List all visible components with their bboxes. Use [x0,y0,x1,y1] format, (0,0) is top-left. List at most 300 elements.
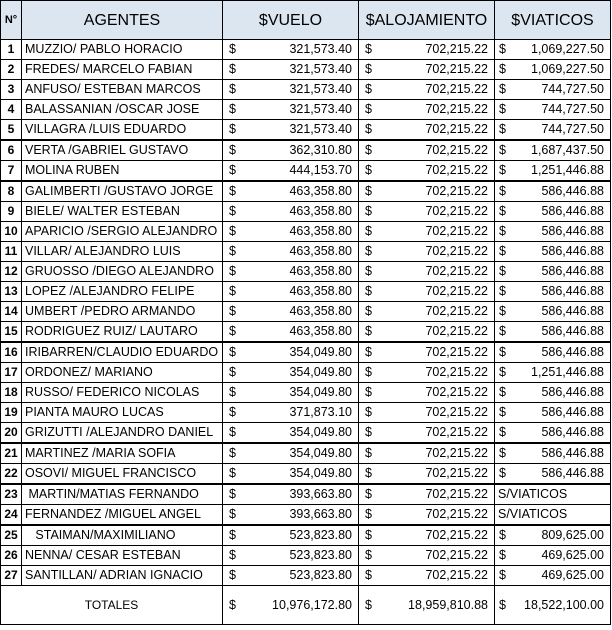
lodging-cost-value: 702,215.22 [425,184,488,198]
lodging-cost-value: 702,215.22 [425,365,488,379]
table-row [1,484,611,505]
row-number: 23 [1,484,22,505]
table-row [1,100,611,120]
row-number: 10 [1,222,22,242]
row-number: 18 [1,383,22,403]
flight-cost-value: 354,049.80 [289,425,352,439]
allowance-cost-value: 586,446.88 [541,244,604,258]
allowance-cost [495,546,611,566]
allowance-cost [495,40,611,60]
lodging-cost [359,161,495,182]
allowance-cost-value: 586,446.88 [541,425,604,439]
flight-cost [223,403,359,423]
flight-cost [223,120,359,141]
row-number: 3 [1,80,22,100]
lodging-cost-value: 702,215.22 [425,487,488,501]
agent-name: PIANTA MAURO LUCAS [22,403,223,423]
allowance-cost-value: 1,069,227.50 [531,42,604,56]
allowance-cost-value: 586,446.88 [541,446,604,460]
agent-name: ANFUSO/ ESTEBAN MARCOS [22,80,223,100]
flight-cost-value: 463,358.80 [289,284,352,298]
agent-name: MARTIN/MATIAS FERNANDO [22,484,223,505]
lodging-cost [359,566,495,586]
currency-sign: $ [499,548,506,562]
lodging-cost [359,403,495,423]
currency-sign: $ [229,528,236,542]
flight-cost-value: 463,358.80 [289,304,352,318]
row-number: 21 [1,443,22,464]
total-lodging-value: 18,959,810.88 [408,597,488,612]
currency-sign: $ [499,143,506,157]
currency-sign: $ [365,507,372,521]
flight-cost [223,546,359,566]
header-number: N° [1,1,22,40]
table-row [1,403,611,423]
table-row [1,120,611,141]
currency-sign: $ [499,405,506,419]
currency-sign: $ [229,405,236,419]
header-lodging: $ALOJAMIENTO [359,1,495,40]
currency-sign: $ [365,345,372,359]
lodging-cost-value: 702,215.22 [425,548,488,562]
currency-sign: $ [499,528,506,542]
agent-name: STAIMAN/MAXIMILIANO [22,525,223,546]
lodging-cost [359,322,495,343]
allowance-cost [495,202,611,222]
lodging-cost [359,140,495,161]
lodging-cost-value: 702,215.22 [425,466,488,480]
agent-name: VILLAR/ ALEJANDRO LUIS [22,242,223,262]
lodging-cost-value: 702,215.22 [425,122,488,136]
agent-name: MARTINEZ /MARIA SOFIA [22,443,223,464]
agent-name: VERTA /GABRIEL GUSTAVO [22,140,223,161]
flight-cost [223,566,359,586]
currency-sign: $ [229,487,236,501]
lodging-cost [359,423,495,444]
allowance-cost [495,100,611,120]
flight-cost-value: 523,823.80 [289,568,352,582]
agent-name: RUSSO/ FEDERICO NICOLAS [22,383,223,403]
flight-cost [223,484,359,505]
lodging-cost-value: 702,215.22 [425,42,488,56]
currency-sign: $ [229,224,236,238]
lodging-cost-value: 702,215.22 [425,143,488,157]
allowance-cost [495,403,611,423]
currency-sign: $ [365,597,372,612]
flight-cost-value: 393,663.80 [289,507,352,521]
allowance-cost [495,464,611,485]
agent-name: UMBERT /PEDRO ARMANDO [22,302,223,322]
row-number: 25 [1,525,22,546]
currency-sign: $ [229,446,236,460]
lodging-cost [359,464,495,485]
agent-name: MUZZIO/ PABLO HORACIO [22,40,223,60]
total-lodging [359,586,495,625]
lodging-cost-value: 702,215.22 [425,204,488,218]
currency-sign: $ [229,324,236,338]
currency-sign: $ [499,264,506,278]
currency-sign: $ [229,365,236,379]
flight-cost [223,161,359,182]
lodging-cost-value: 702,215.22 [425,446,488,460]
currency-sign: $ [365,568,372,582]
currency-sign: $ [499,304,506,318]
currency-sign: $ [229,184,236,198]
allowance-cost-value: 1,251,446.88 [531,163,604,177]
lodging-cost-value: 702,215.22 [425,62,488,76]
agent-name: FREDES/ MARCELO FABIAN [22,60,223,80]
flight-cost-value: 362,310.80 [289,143,352,157]
allowance-cost [495,566,611,586]
agent-name: VILLAGRA /LUIS EDUARDO [22,120,223,141]
table-row [1,80,611,100]
table-row [1,181,611,202]
currency-sign: $ [365,284,372,298]
flight-cost-value: 321,573.40 [289,122,352,136]
flight-cost [223,202,359,222]
currency-sign: $ [229,568,236,582]
flight-cost-value: 371,873.10 [289,405,352,419]
total-allowance [495,586,611,625]
allowance-cost-value: 1,251,446.88 [531,365,604,379]
agent-name: APARICIO /SERGIO ALEJANDRO [22,222,223,242]
currency-sign: $ [365,244,372,258]
currency-sign: $ [365,385,372,399]
table-row [1,322,611,343]
flight-cost-value: 321,573.40 [289,42,352,56]
table-row [1,60,611,80]
table-row [1,302,611,322]
flight-cost [223,100,359,120]
lodging-cost [359,242,495,262]
lodging-cost-value: 702,215.22 [425,324,488,338]
table-row [1,140,611,161]
currency-sign: $ [229,507,236,521]
flight-cost [223,525,359,546]
table-row [1,202,611,222]
lodging-cost [359,181,495,202]
flight-cost [223,423,359,444]
table-row [1,363,611,383]
lodging-cost [359,443,495,464]
flight-cost-value: 321,573.40 [289,62,352,76]
currency-sign: $ [365,143,372,157]
flight-cost [223,222,359,242]
currency-sign: $ [499,597,506,612]
table-row [1,566,611,586]
currency-sign: $ [229,597,236,612]
allowance-cost [495,423,611,444]
allowance-cost [495,443,611,464]
agent-name: BALASSANIAN /OSCAR JOSE [22,100,223,120]
table-row [1,342,611,363]
currency-sign: $ [499,184,506,198]
agent-name: GRIZUTTI /ALEJANDRO DANIEL [22,423,223,444]
currency-sign: $ [229,122,236,136]
currency-sign: $ [365,425,372,439]
allowance-cost [495,525,611,546]
allowance-cost [495,302,611,322]
lodging-cost [359,342,495,363]
currency-sign: $ [499,345,506,359]
row-number: 2 [1,60,22,80]
table-row [1,161,611,182]
currency-sign: $ [365,365,372,379]
row-number: 1 [1,40,22,60]
lodging-cost-value: 702,215.22 [425,102,488,116]
currency-sign: $ [499,324,506,338]
currency-sign: $ [499,62,506,76]
allowance-cost [495,140,611,161]
flight-cost-value: 354,049.80 [289,446,352,460]
currency-sign: $ [229,163,236,177]
flight-cost [223,242,359,262]
flight-cost-value: 523,823.80 [289,528,352,542]
lodging-cost [359,525,495,546]
agent-name: NENNA/ CESAR ESTEBAN [22,546,223,566]
currency-sign: $ [229,548,236,562]
row-number: 8 [1,181,22,202]
allowance-cost-value: 469,625.00 [541,568,604,582]
totals-label: TOTALES [1,586,223,625]
lodging-cost [359,546,495,566]
row-number: 15 [1,322,22,343]
allowance-cost-value: 744,727.50 [541,102,604,116]
agent-name: ORDONEZ/ MARIANO [22,363,223,383]
lodging-cost [359,202,495,222]
row-number: 20 [1,423,22,444]
row-number: 27 [1,566,22,586]
lodging-cost [359,40,495,60]
row-number: 4 [1,100,22,120]
allowance-cost [495,181,611,202]
allowance-cost-value: 586,446.88 [541,466,604,480]
allowance-cost [495,484,611,505]
allowance-cost-value: 586,446.88 [541,224,604,238]
table-row [1,282,611,302]
table-row [1,242,611,262]
currency-sign: $ [499,122,506,136]
currency-sign: $ [499,82,506,96]
allowance-cost-value: 586,446.88 [541,264,604,278]
currency-sign: $ [365,264,372,278]
header-allowance: $VIATICOS [495,1,611,40]
allowance-cost-value: 586,446.88 [541,304,604,318]
lodging-cost [359,100,495,120]
lodging-cost-value: 702,215.22 [425,284,488,298]
currency-sign: $ [229,143,236,157]
currency-sign: $ [365,528,372,542]
flight-cost [223,181,359,202]
currency-sign: $ [365,204,372,218]
currency-sign: $ [499,42,506,56]
currency-sign: $ [365,184,372,198]
flight-cost [223,443,359,464]
allowance-note: S/VIATICOS [498,487,568,501]
allowance-cost-value: 469,625.00 [541,548,604,562]
agent-name: GRUOSSO /DIEGO ALEJANDRO [22,262,223,282]
flight-cost [223,60,359,80]
flight-cost [223,140,359,161]
allowance-cost [495,342,611,363]
lodging-cost-value: 702,215.22 [425,528,488,542]
table-row [1,262,611,282]
currency-sign: $ [365,82,372,96]
flight-cost [223,40,359,60]
currency-sign: $ [229,304,236,318]
flight-cost [223,262,359,282]
allowance-cost-value: 744,727.50 [541,122,604,136]
flight-cost [223,322,359,343]
flight-cost-value: 354,049.80 [289,365,352,379]
lodging-cost-value: 702,215.22 [425,244,488,258]
row-number: 26 [1,546,22,566]
allowance-cost-value: 586,446.88 [541,284,604,298]
table-row [1,464,611,485]
currency-sign: $ [365,304,372,318]
flight-cost-value: 354,049.80 [289,466,352,480]
table-row [1,525,611,546]
table-row [1,222,611,242]
total-flight-value: 10,976,172.80 [272,597,352,612]
currency-sign: $ [365,324,372,338]
flight-cost-value: 321,573.40 [289,102,352,116]
currency-sign: $ [365,102,372,116]
flight-cost [223,302,359,322]
currency-sign: $ [229,466,236,480]
table-row [1,383,611,403]
table-row [1,40,611,60]
row-number: 16 [1,342,22,363]
lodging-cost-value: 702,215.22 [425,224,488,238]
header-flight: $VUELO [223,1,359,40]
lodging-cost-value: 702,215.22 [425,507,488,521]
allowance-cost [495,505,611,526]
agent-name: RODRIGUEZ RUIZ/ LAUTARO [22,322,223,343]
row-number: 11 [1,242,22,262]
lodging-cost [359,60,495,80]
header-agents: AGENTES [22,1,223,40]
flight-cost-value: 393,663.80 [289,487,352,501]
lodging-cost-value: 702,215.22 [425,264,488,278]
flight-cost [223,282,359,302]
agent-name: SANTILLAN/ ADRIAN IGNACIO [22,566,223,586]
allowance-cost-value: 586,446.88 [541,324,604,338]
lodging-cost-value: 702,215.22 [425,425,488,439]
currency-sign: $ [499,284,506,298]
allowance-cost [495,161,611,182]
allowance-cost [495,80,611,100]
currency-sign: $ [499,466,506,480]
agent-name: FERNANDEZ /MIGUEL ANGEL [22,505,223,526]
row-number: 22 [1,464,22,485]
allowance-cost-value: 586,446.88 [541,345,604,359]
lodging-cost-value: 702,215.22 [425,82,488,96]
currency-sign: $ [499,385,506,399]
lodging-cost [359,363,495,383]
allowance-cost [495,60,611,80]
flight-cost-value: 463,358.80 [289,184,352,198]
lodging-cost [359,505,495,526]
currency-sign: $ [229,425,236,439]
row-number: 13 [1,282,22,302]
agent-name: MOLINA RUBEN [22,161,223,182]
lodging-cost [359,262,495,282]
currency-sign: $ [365,224,372,238]
agent-name: LOPEZ /ALEJANDRO FELIPE [22,282,223,302]
allowance-note: S/VIATICOS [498,507,568,521]
flight-cost [223,505,359,526]
currency-sign: $ [499,568,506,582]
lodging-cost-value: 702,215.22 [425,405,488,419]
allowance-cost-value: 586,446.88 [541,385,604,399]
flight-cost-value: 354,049.80 [289,385,352,399]
allowance-cost-value: 744,727.50 [541,82,604,96]
allowance-cost [495,322,611,343]
lodging-cost [359,80,495,100]
currency-sign: $ [365,446,372,460]
lodging-cost-value: 702,215.22 [425,568,488,582]
lodging-cost [359,120,495,141]
total-flight [223,586,359,625]
currency-sign: $ [499,425,506,439]
flight-cost [223,363,359,383]
totals-row [1,586,611,625]
currency-sign: $ [365,548,372,562]
agent-name: BIELE/ WALTER ESTEBAN [22,202,223,222]
flight-cost [223,80,359,100]
allowance-cost [495,262,611,282]
row-number: 6 [1,140,22,161]
currency-sign: $ [365,62,372,76]
currency-sign: $ [499,224,506,238]
lodging-cost-value: 702,215.22 [425,345,488,359]
table-row [1,505,611,526]
allowance-cost-value: 809,625.00 [541,528,604,542]
currency-sign: $ [229,385,236,399]
currency-sign: $ [499,365,506,379]
flight-cost-value: 354,049.80 [289,345,352,359]
total-allowance-value: 18,522,100.00 [524,597,604,612]
lodging-cost [359,383,495,403]
row-number: 19 [1,403,22,423]
currency-sign: $ [499,204,506,218]
table-row [1,423,611,444]
currency-sign: $ [229,62,236,76]
row-number: 24 [1,505,22,526]
row-number: 14 [1,302,22,322]
allowance-cost [495,120,611,141]
allowance-cost [495,222,611,242]
flight-cost [223,383,359,403]
table-row [1,546,611,566]
allowance-cost [495,282,611,302]
flight-cost-value: 463,358.80 [289,324,352,338]
allowance-cost-value: 1,687,437.50 [531,143,604,157]
currency-sign: $ [365,466,372,480]
currency-sign: $ [229,345,236,359]
currency-sign: $ [229,102,236,116]
agent-name: GALIMBERTI /GUSTAVO JORGE [22,181,223,202]
currency-sign: $ [365,163,372,177]
lodging-cost [359,222,495,242]
allowance-cost-value: 586,446.88 [541,405,604,419]
allowance-cost [495,363,611,383]
currency-sign: $ [229,42,236,56]
allowance-cost-value: 1,069,227.50 [531,62,604,76]
currency-sign: $ [229,204,236,218]
currency-sign: $ [365,487,372,501]
